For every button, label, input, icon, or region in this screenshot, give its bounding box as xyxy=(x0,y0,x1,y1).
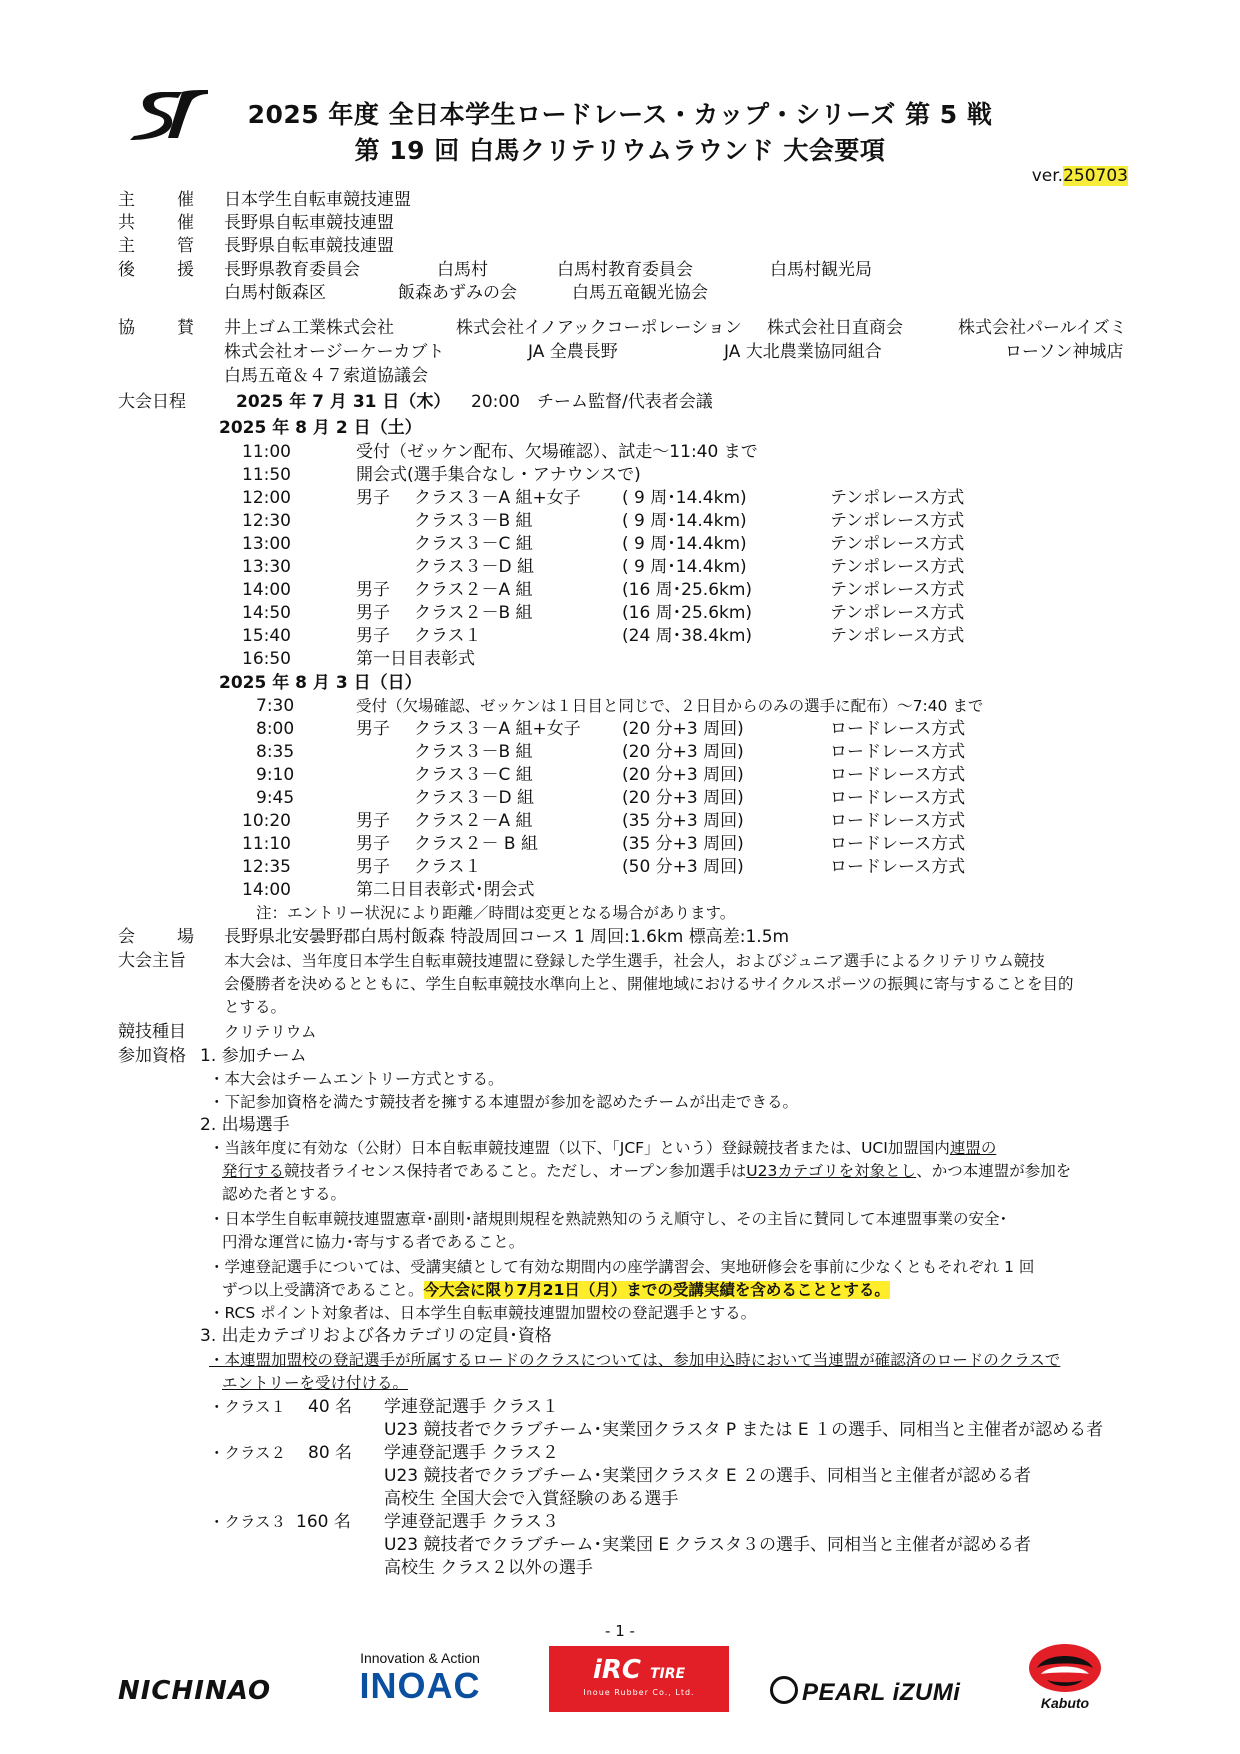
venue-row xyxy=(0,926,1240,949)
schedule-row: 11:50 開会式(選手集合なし・アナウンスで) xyxy=(242,465,641,485)
schedule-row: 9:10 クラス３－C 組 (20 分+3 周回) ロードレース方式 xyxy=(256,765,966,785)
org-label: 共 催 xyxy=(118,213,194,233)
page-number: - 1 - xyxy=(605,1622,635,1640)
sponsor: JA 大北農業協同組合 xyxy=(724,342,882,362)
sponsor: 株式会社日直商会 xyxy=(767,318,903,338)
schedule-row: 13:00 クラス３－C 組 ( 9 周･14.4km) テンポレース方式 xyxy=(242,534,965,554)
schedule-row: 14:00 男子 クラス２－A 組 (16 周･25.6km) テンポレース方式 xyxy=(242,580,965,600)
schedule-note-row xyxy=(0,902,1240,925)
schedule-note: 注：エントリー状況により距離／時間は変更となる場合があります。 xyxy=(256,904,736,922)
schedule-day1-date: 2025 年 8 月 2 日（土） xyxy=(219,418,422,438)
org-label: 主 管 xyxy=(118,236,194,256)
inoac-wordmark: INOAC xyxy=(359,1665,481,1706)
eligibility-item: ・当該年度に有効な（公財）日本自転車競技連盟（以下、「JCF」という）登録競技者または、UCI加盟国内連盟の xyxy=(209,1139,997,1157)
org-value: 長野県自転車競技連盟 xyxy=(224,213,394,233)
eligibility-label: 参加資格 xyxy=(118,1046,186,1066)
irc-tire-logo xyxy=(549,1646,729,1712)
venue-label: 会 場 xyxy=(118,927,194,947)
venue-value: 長野県北安曇野郡白馬村飯森 特設周回コース 1 周回:1.6km 標高差:1.5m xyxy=(224,927,790,947)
section-title: 2. 出場選手 xyxy=(200,1115,290,1135)
org-koen-row2 xyxy=(0,282,1240,305)
schedule-label: 大会日程 xyxy=(118,392,186,412)
pearl-izumi-icon xyxy=(770,1676,798,1704)
highlighted-notice: 今大会に限り7月21日（月）までの受講実績を含めることとする。 xyxy=(423,1281,890,1299)
eligibility-item: エントリーを受け付ける。 xyxy=(222,1374,409,1392)
pearl-izumi-logo: PEARL iZUMi xyxy=(770,1676,960,1707)
schedule-day0-time: 20:00 xyxy=(471,392,520,412)
schedule-day1-date-row xyxy=(0,417,1240,440)
irc-tire-text: TIRE xyxy=(649,1666,686,1682)
purpose-row xyxy=(0,950,1240,973)
section-title-row xyxy=(0,1114,1240,1137)
org-shukan-row xyxy=(0,235,1240,258)
eligibility-item: 発行する競技者ライセンス保持者であること。ただし、オープン参加選手はU23カテゴリを対象とし、かつ本連盟が参加を xyxy=(222,1162,1072,1180)
nichinao-logo: NICHINAO xyxy=(118,1676,272,1706)
class-row: ・クラス１ 40 名 学連登記選手 クラス１ xyxy=(209,1397,559,1417)
version-prefix: ver. xyxy=(1031,166,1064,186)
org-shusai-row xyxy=(0,189,1240,212)
org-kyosan-row2 xyxy=(0,341,1240,364)
class-row: 高校生 全国大会で入賞経験のある選手 xyxy=(384,1489,679,1509)
schedule-row: 8:00 男子 クラス３－A 組+女子 (20 分+3 周回) ロードレース方式 xyxy=(256,719,966,739)
section-title-row xyxy=(0,1325,1240,1348)
schedule-row: 7:30 受付（欠場確認、ゼッケンは１日目と同じで、２日目からのみの選手に配布）～7:40 まで xyxy=(256,696,984,716)
purpose-text: とする。 xyxy=(224,998,287,1016)
purpose-text: 本大会は、当年度日本学生自転車競技連盟に登録した学生選手，社会人，およびジュニア選手によるクリテリウム競技 xyxy=(224,952,1045,970)
eligibility-item: ・学連登記選手については、受講実績として有効な期間内の座学講習会、実地研修会を事前に少なくともそれぞれ 1 回 xyxy=(209,1258,1035,1276)
schedule-day0-date: 2025 年 7 月 31 日（木） xyxy=(236,392,451,412)
inoac-logo xyxy=(332,1650,508,1706)
kabuto-logo xyxy=(1022,1642,1108,1711)
kabuto-helmet-icon xyxy=(1027,1642,1103,1694)
class-row: ・クラス３ 160 名 学連登記選手 クラス３ xyxy=(209,1512,559,1532)
schedule-row: 16:50 第一日目表彰式 xyxy=(242,649,475,669)
org-label: 後 援 xyxy=(118,260,194,280)
class-row: U23 競技者でクラブチーム･実業団クラスタ E ２の選手、同相当と主催者が認める者 xyxy=(384,1466,1032,1486)
schedule-row: 15:40 男子 クラス１ (24 周･38.4km) テンポレース方式 xyxy=(242,626,965,646)
sponsor: 株式会社イノアックコーポレーション xyxy=(456,318,742,338)
schedule-row: 11:00 受付（ゼッケン配布、欠場確認）、試走～11:40 まで xyxy=(242,442,758,462)
schedule-header-row xyxy=(0,391,1240,414)
supporter: 白馬村飯森区 xyxy=(224,283,326,303)
schedule-row: 10:20 男子 クラス２－A 組 (35 分+3 周回) ロードレース方式 xyxy=(242,811,966,831)
schedule-row: 12:30 クラス３－B 組 ( 9 周･14.4km) テンポレース方式 xyxy=(242,511,965,531)
document-title-line1: 2025 年度 全日本学生ロードレース・カップ・シリーズ 第 5 戦 xyxy=(247,100,993,129)
org-label: 主 催 xyxy=(118,190,194,210)
supporter: 飯森あずみの会 xyxy=(398,283,517,303)
org-value: 日本学生自転車競技連盟 xyxy=(224,190,411,210)
schedule-row: 13:30 クラス３－D 組 ( 9 周･14.4km) テンポレース方式 xyxy=(242,557,965,577)
kabuto-wordmark: Kabuto xyxy=(1040,1695,1090,1711)
document-title-line2: 第 19 回 白馬クリテリウムラウンド 大会要項 xyxy=(354,136,886,165)
irc-wordmark: iRC xyxy=(592,1655,641,1685)
eligibility-item: 円滑な運営に協力･寄与する者であること。 xyxy=(222,1233,525,1251)
class-row: U23 競技者でクラブチーム･実業団クラスタ P または E １の選手、同相当と主催者が認める者 xyxy=(384,1420,1104,1440)
eligibility-item: ・RCS ポイント対象者は、日本学生自転車競技連盟加盟校の登記選手とする。 xyxy=(209,1304,757,1322)
schedule-row: 8:35 クラス３－B 組 (20 分+3 周回) ロードレース方式 xyxy=(256,742,966,762)
version-number: 250703 xyxy=(1063,166,1128,186)
event-type-label: 競技種目 xyxy=(118,1022,186,1042)
inoac-tagline: Innovation & Action xyxy=(360,1650,480,1666)
section-title: 1. 参加チーム xyxy=(200,1046,307,1066)
purpose-row xyxy=(0,973,1240,996)
eligibility-row xyxy=(0,1045,1240,1068)
schedule-day2-date-row xyxy=(0,672,1240,695)
schedule-day2-date: 2025 年 8 月 3 日（日） xyxy=(219,673,422,693)
eligibility-item: ・本大会はチームエントリー方式とする。 xyxy=(209,1070,504,1088)
eligibility-item: 認めた者とする。 xyxy=(222,1185,347,1203)
purpose-row xyxy=(0,996,1240,1019)
sponsor: 白馬五竜＆４７索道協議会 xyxy=(224,366,428,386)
eligibility-item: ・下記参加資格を満たす競技者を擁する本連盟が参加を認めたチームが出走できる。 xyxy=(209,1093,799,1111)
schedule-row: 14:50 男子 クラス２－B 組 (16 周･25.6km) テンポレース方式 xyxy=(242,603,965,623)
eligibility-item: ・本連盟加盟校の登記選手が所属するロードのクラスについては、参加申込時において当連盟が確認済のロードのクラスで xyxy=(209,1351,1061,1369)
supporter: 白馬村 xyxy=(437,260,488,280)
sponsor: JA 全農長野 xyxy=(528,342,618,362)
sponsor: ローソン神城店 xyxy=(1005,342,1124,362)
schedule-row: 12:35 男子 クラス１ (50 分+3 周回) ロードレース方式 xyxy=(242,857,966,877)
schedule-row: 11:10 男子 クラス２－ B 組 (35 分+3 周回) ロードレース方式 xyxy=(242,834,966,854)
eligibility-item: ずつ以上受講済であること。今大会に限り7月21日（月）までの受講実績を含めることとする。 xyxy=(222,1281,890,1299)
purpose-label: 大会主旨 xyxy=(118,951,186,971)
schedule-day0-desc: チーム監督/代表者会議 xyxy=(537,392,713,412)
sponsor: 株式会社パールイズミ xyxy=(958,318,1127,338)
version-label xyxy=(1032,166,1128,186)
purpose-text: 会優勝者を決めるとともに、学生自転車競技水準向上と、開催地域におけるサイクルスポーツの振興に寄与することを目的 xyxy=(224,975,1074,993)
org-kyosan-row xyxy=(0,317,1240,340)
event-type-row xyxy=(0,1021,1240,1044)
irc-subtext: Inoue Rubber Co., Ltd. xyxy=(583,1688,695,1697)
schedule-row: 12:00 男子 クラス３－A 組+女子 ( 9 周･14.4km) テンポレース方式 xyxy=(242,488,965,508)
sponsor: 井上ゴム工業株式会社 xyxy=(224,318,394,338)
schedule-row: 14:00 第二日目表彰式･閉会式 xyxy=(242,880,535,900)
supporter: 白馬村観光局 xyxy=(770,260,872,280)
org-kyosan-row3 xyxy=(0,365,1240,388)
org-value: 長野県自転車競技連盟 xyxy=(224,236,394,256)
supporter: 長野県教育委員会 xyxy=(224,260,360,280)
eligibility-item: ・日本学生自転車競技連盟憲章･副則･諸規則規程を熟読熟知のうえ順守し、その主旨に賛同して本連盟事業の安全･ xyxy=(209,1210,1008,1228)
sponsor: 株式会社オージーケーカブト xyxy=(224,342,445,362)
class-row: U23 競技者でクラブチーム･実業団 E クラスタ３の選手、同相当と主催者が認める者 xyxy=(384,1535,1032,1555)
sponsor-logos xyxy=(0,1650,1240,1740)
class-row: 高校生 クラス２以外の選手 xyxy=(384,1558,593,1578)
event-type-value: クリテリウム xyxy=(224,1023,317,1041)
org-koen-row xyxy=(0,259,1240,282)
supporter: 白馬五竜観光協会 xyxy=(572,283,708,303)
class-row: ・クラス２ 80 名 学連登記選手 クラス２ xyxy=(209,1443,559,1463)
section-title: 3. 出走カテゴリおよび各カテゴリの定員･資格 xyxy=(200,1326,552,1346)
org-label: 協 賛 xyxy=(118,318,194,338)
schedule-row: 9:45 クラス３－D 組 (20 分+3 周回) ロードレース方式 xyxy=(256,788,966,808)
supporter: 白馬村教育委員会 xyxy=(557,260,693,280)
org-kyosai-row xyxy=(0,212,1240,235)
